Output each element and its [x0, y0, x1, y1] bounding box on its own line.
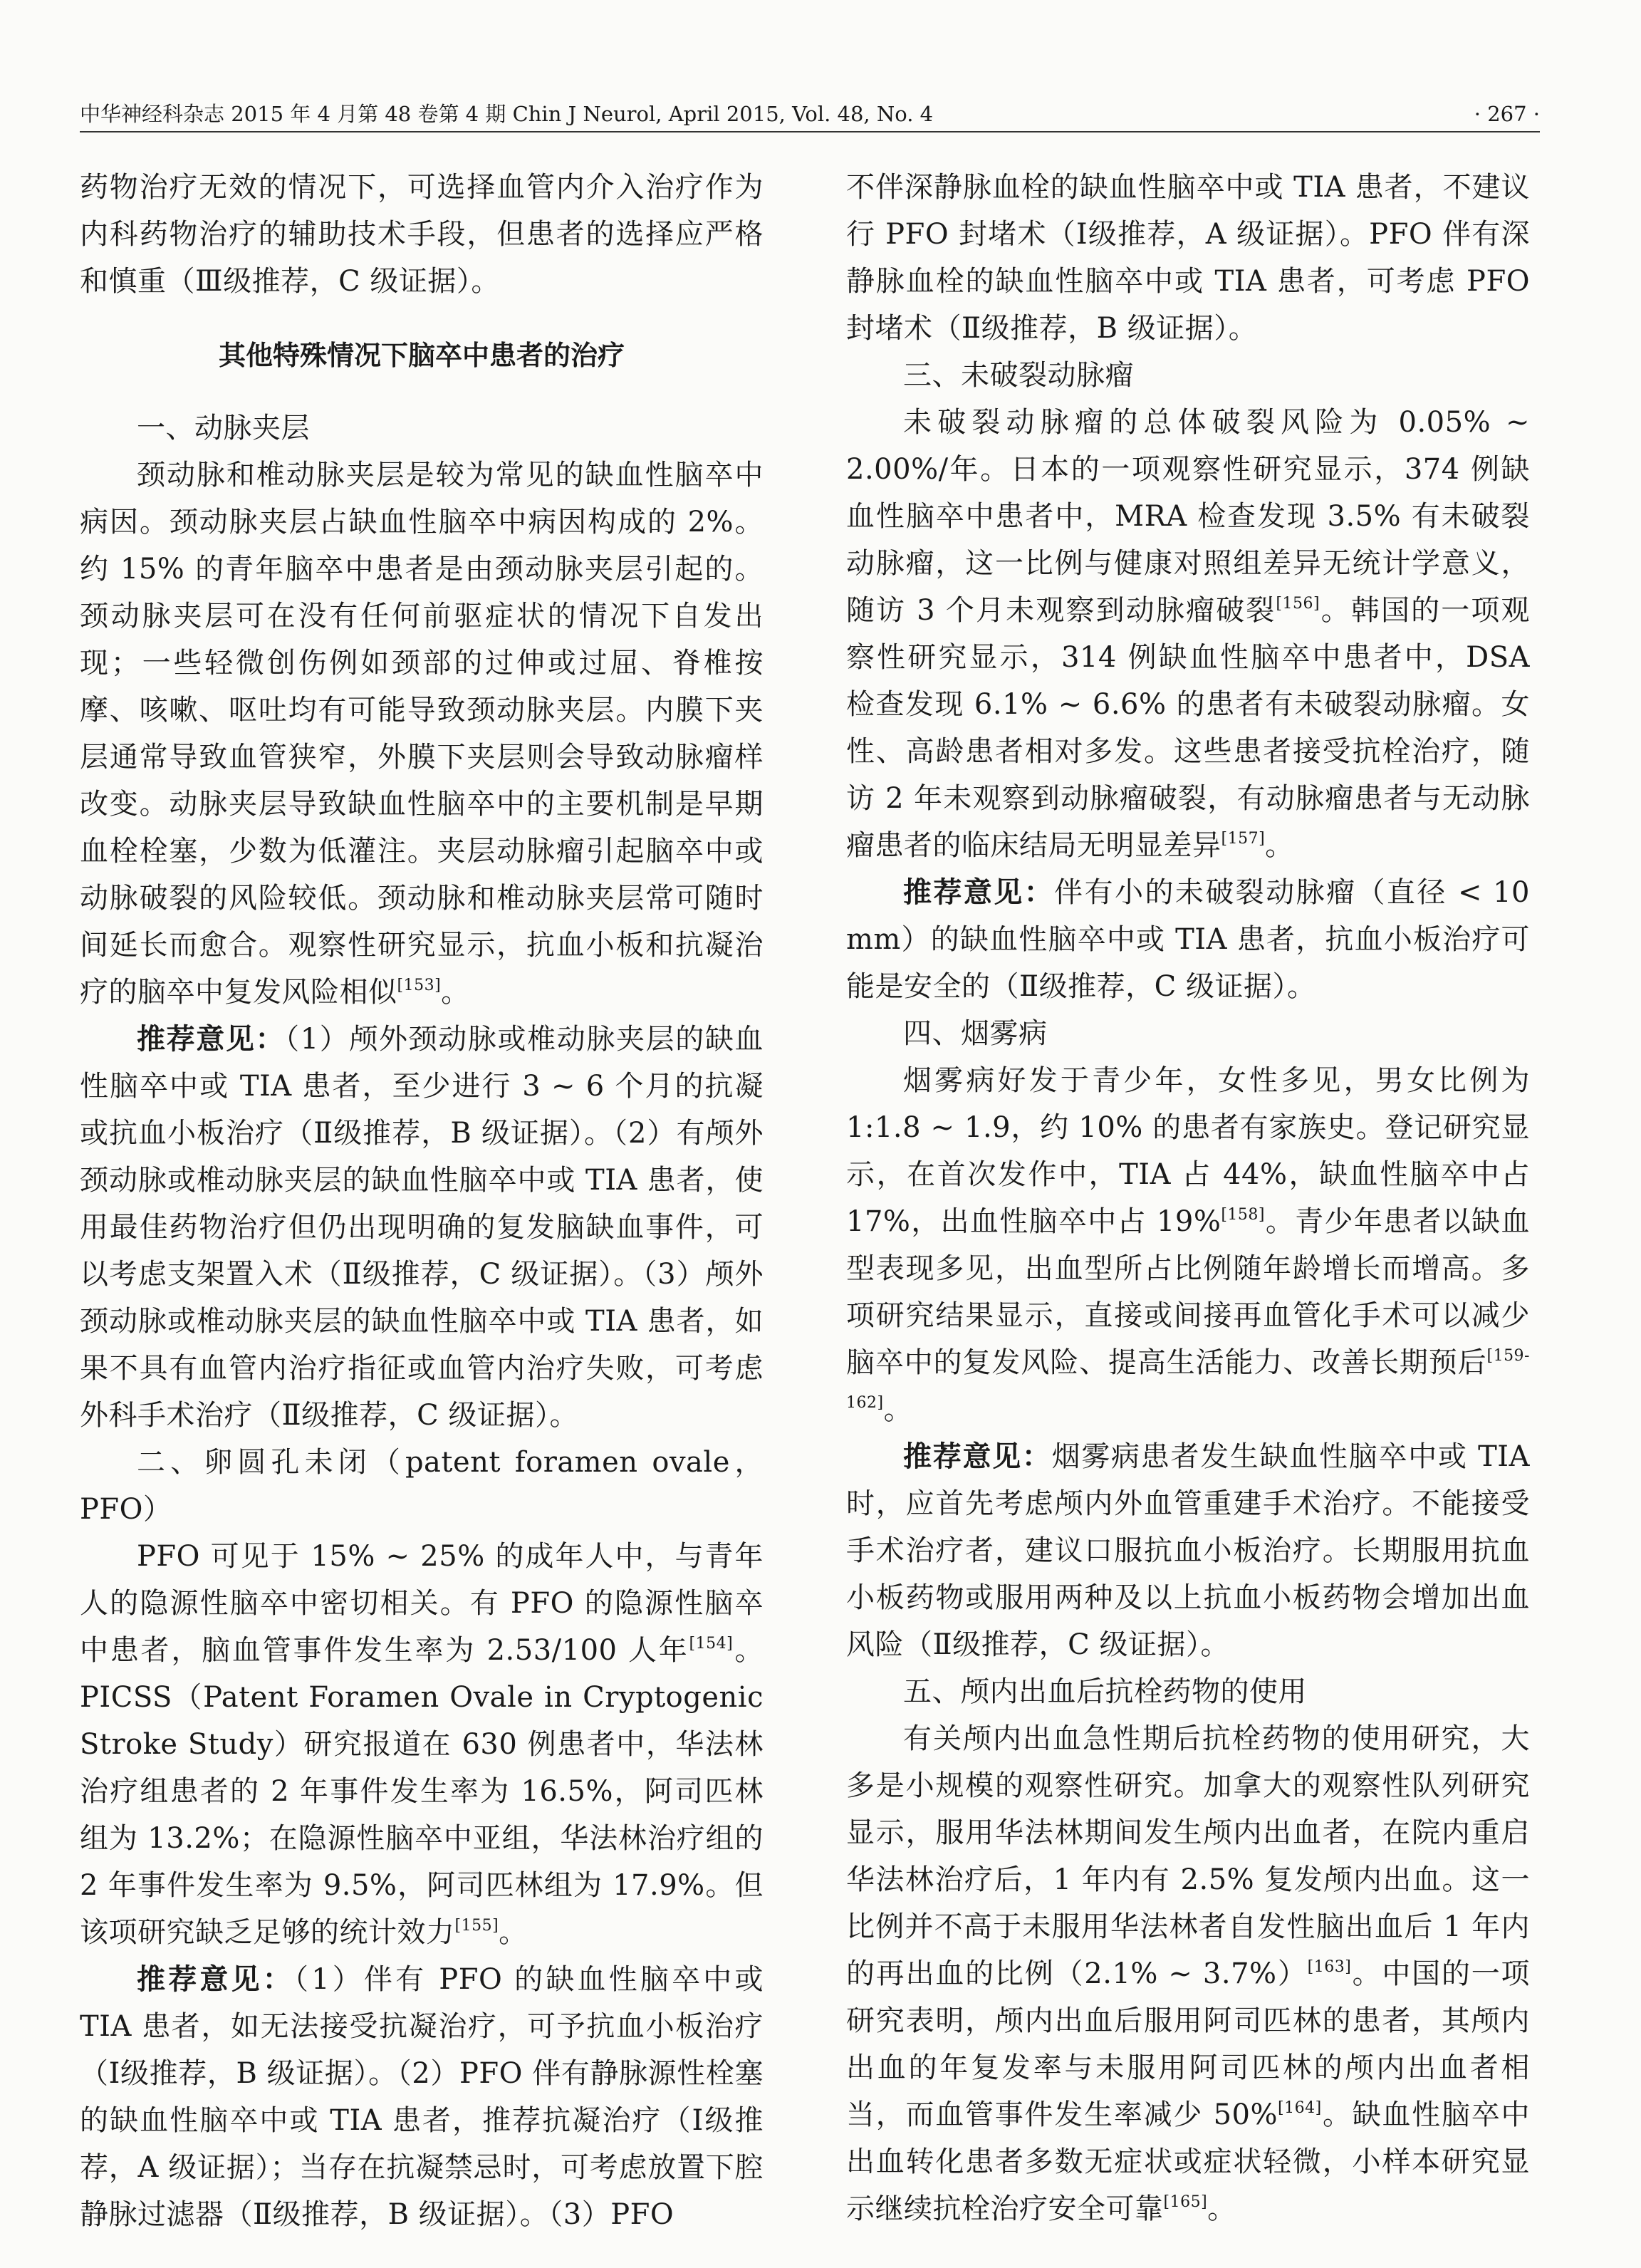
header-rule [80, 131, 1540, 132]
page-number: · 267 · [1474, 102, 1540, 126]
period: 。 [883, 1393, 913, 1426]
recommendation-text: 烟雾病患者发生缺血性脑卒中或 TIA 时，应首先考虑颅内外血管重建手术治疗。不能接受手术治疗者，建议口服抗血小板治疗。长期服用抗血小板药物或服用两种及以上抗血小板药物会增加出血风险（Ⅱ级推荐，C 级证据）。 [846, 1440, 1530, 1661]
subsection-title-dissection: 一、动脉夹层 [137, 412, 310, 444]
period: 。 [441, 976, 470, 1009]
subsection-title-pfo: 二、卵圆孔未闭（patent foramen ovale，PFO） [80, 1446, 764, 1526]
period: 。 [1207, 2192, 1236, 2225]
paragraph-text: 未破裂动脉瘤的总体破裂风险为 0.05% ~ 2.00%/年。日本的一项观察性研究显示，374 例缺血性脑卒中患者中，MRA 检查发现 3.5% 有未破裂动脉瘤，这一比例与健康对照组差异无统计学意义，随访 3 个月未观察到动脉瘤破裂 [846, 406, 1530, 627]
citation-ref: [158] [1221, 1206, 1266, 1224]
citation-ref: [164] [1278, 2099, 1322, 2117]
running-header [80, 98, 1540, 130]
citation-ref: [159-162] [846, 1347, 1530, 1412]
paragraph-text: 烟雾病好发于青少年，女性多见，男女比例为 1:1.8 ~ 1.9，约 10% 的患者有家族史。登记研究显示，在首次发作中，TIA 占 44%，缺血性脑卒中占 17%，出血性脑卒中占 19% [846, 1064, 1530, 1238]
recommendation-text: （1）伴有 PFO 的缺血性脑卒中或 TIA 患者，如无法接受抗凝治疗，可予抗血小板治疗（Ⅰ级推荐，B 级证据）。（2）PFO 伴有静脉源性栓塞的缺血性脑卒中或 TIA 患者，推荐抗凝治疗（Ⅰ级推荐，A 级证据）；当存在抗凝禁忌时，可考虑放置下腔静脉过滤器（Ⅱ级推荐，B 级证据）。（3）PFO [80, 1963, 764, 2231]
paragraph-text: 。PICSS（Patent Foramen Ovale in Cryptogenic Stroke Study）研究报道在 630 例患者中，华法林治疗组患者的 2 年事件发生率为 16.5%，阿司匹林组为 13.2%；在隐源性脑卒中亚组，华法林治疗组的 2 年事件发生率为 9.5%，阿司匹林组为 17.9%。但该项研究缺乏足够的统计效力 [80, 1634, 764, 1949]
paragraph-text: 。韩国的一项观察性研究显示，314 例缺血性脑卒中患者中，DSA 检查发现 6.1% ~ 6.6% 的患者有未破裂动脉瘤。女性、高龄患者相对多发。这些患者接受抗栓治疗，随访 2 年未观察到动脉瘤破裂，有动脉瘤患者与无动脉瘤患者的临床结局无明显差异 [846, 594, 1530, 862]
paragraph-text: 颈动脉和椎动脉夹层是较为常见的缺血性脑卒中病因。颈动脉夹层占缺血性脑卒中病因构成的 2%。约 15% 的青年脑卒中患者是由颈动脉夹层引起的。颈动脉夹层可在没有任何前驱症状的情况下自发出现；一些轻微创伤例如颈部的过伸或过屈、脊椎按摩、咳嗽、呕吐均有可能导致颈动脉夹层。内膜下夹层通常导致血管狭窄，外膜下夹层则会导致动脉瘤样改变。动脉夹层导致缺血性脑卒中的主要机制是早期血栓栓塞，少数为低灌注。夹层动脉瘤引起脑卒中或动脉破裂的风险较低。颈动脉和椎动脉夹层常可随时间延长而愈合。观察性研究显示，抗血小板和抗凝治疗的脑卒中复发风险相似 [80, 459, 764, 1009]
moyamoya-recommendation [846, 1433, 1530, 1668]
citation-ref: [165] [1163, 2193, 1208, 2211]
period: 。 [1265, 829, 1294, 862]
citation-ref: [154] [689, 1635, 734, 1653]
dissection-paragraph [80, 452, 764, 1016]
recommendation-text: （1）颅外颈动脉或椎动脉夹层的缺血性脑卒中或 TIA 患者，至少进行 3 ~ 6 个月的抗凝或抗血小板治疗（Ⅱ级推荐，B 级证据）。（2）有颅外颈动脉或椎动脉夹层的缺血性脑卒中或 TIA 患者，使用最佳药物治疗但仍出现明确的复发脑缺血事件，可以考虑支架置入术（Ⅱ级推荐，C 级证据）。（3）颅外颈动脉或椎动脉夹层的缺血性脑卒中或 TIA 患者，如果不具有血管内治疗指征或血管内治疗失败，可考虑外科手术治疗（Ⅱ级推荐，C 级证据）。 [80, 1023, 764, 1432]
citation-ref: [157] [1221, 830, 1266, 848]
right-column [846, 164, 1530, 2232]
pfo-paragraph [80, 1533, 764, 1956]
period: 。 [499, 1916, 528, 1949]
aneurysm-paragraph [846, 399, 1530, 869]
aneurysm-recommendation [846, 869, 1530, 1010]
paragraph-text: 。中国的一项研究表明，颅内出血后服用阿司匹林的患者，其颅内出血的年复发率与未服用阿司匹林的颅内出血者相当，而血管事件发生率减少 50% [846, 1957, 1531, 2131]
left-column [80, 164, 764, 2238]
dissection-recommendation [80, 1016, 764, 1439]
moyamoya-paragraph [846, 1057, 1530, 1433]
ich-paragraph [846, 1715, 1530, 2232]
intro-paragraph: 药物治疗无效的情况下，可选择血管内介入治疗作为内科药物治疗的辅助技术手段，但患者的选择应严格和慎重（Ⅲ级推荐，C 级证据）。 [80, 171, 764, 298]
subsection-title-moyamoya: 四、烟雾病 [903, 1017, 1048, 1050]
subsection-title-aneurysm: 三、未破裂动脉瘤 [903, 359, 1134, 392]
citation-ref: [163] [1307, 1958, 1352, 1976]
recommendation-label: 推荐意见： [137, 1963, 294, 1996]
recommendation-label: 推荐意见： [903, 876, 1055, 909]
citation-ref: [153] [397, 977, 442, 994]
citation-ref: [156] [1276, 595, 1320, 613]
section-title: 其他特殊情况下脑卒中患者的治疗 [218, 340, 625, 371]
pfo-recommendation [80, 1956, 764, 2238]
paragraph-text: 有关颅内出血急性期后抗栓药物的使用研究，大多是小规模的观察性研究。加拿大的观察性队列研究显示，服用华法林期间发生颅内出血者，在院内重启华法林治疗后，1 年内有 2.5% 复发颅内出血。这一比例并不高于未服用华法林者自发性脑出血后 1 年内的再出血的比例（2.1% ~ 3.7%） [846, 1722, 1530, 1990]
paragraph-text: PFO 可见于 15% ~ 25% 的成年人中，与青年人的隐源性脑卒中密切相关。有 PFO 的隐源性脑卒中患者，脑血管事件发生率为 2.53/100 人年 [80, 1540, 764, 1667]
journal-citation: 中华神经科杂志 2015 年 4 月第 48 卷第 4 期 Chin J Neurol, April 2015, Vol. 48, No. 4 [80, 102, 934, 126]
pfo-recommendation-continued: 不伴深静脉血栓的缺血性脑卒中或 TIA 患者，不建议行 PFO 封堵术（Ⅰ级推荐，A 级证据）。PFO 伴有深静脉血栓的缺血性脑卒中或 TIA 患者，可考虑 PFO 封堵术（Ⅱ级推荐，B 级证据）。 [846, 171, 1530, 345]
paragraph-text: 。缺血性脑卒中出血转化患者多数无症状或症状轻微，小样本研究显示继续抗栓治疗安全可靠 [846, 2098, 1531, 2225]
recommendation-label: 推荐意见： [903, 1440, 1052, 1473]
subsection-title-ich: 五、颅内出血后抗栓药物的使用 [903, 1675, 1307, 1708]
paragraph-text: 。青少年患者以缺血型表现多见，出血型所占比例随年龄增长而增高。多项研究结果显示，直接或间接再血管化手术可以减少脑卒中的复发风险、提高生活能力、改善长期预后 [846, 1205, 1530, 1379]
recommendation-text: 伴有小的未破裂动脉瘤（直径 < 10 mm）的缺血性脑卒中或 TIA 患者，抗血小板治疗可能是安全的（Ⅱ级推荐，C 级证据）。 [846, 876, 1531, 1003]
recommendation-label: 推荐意见： [137, 1023, 286, 1056]
citation-ref: [155] [454, 1917, 499, 1935]
